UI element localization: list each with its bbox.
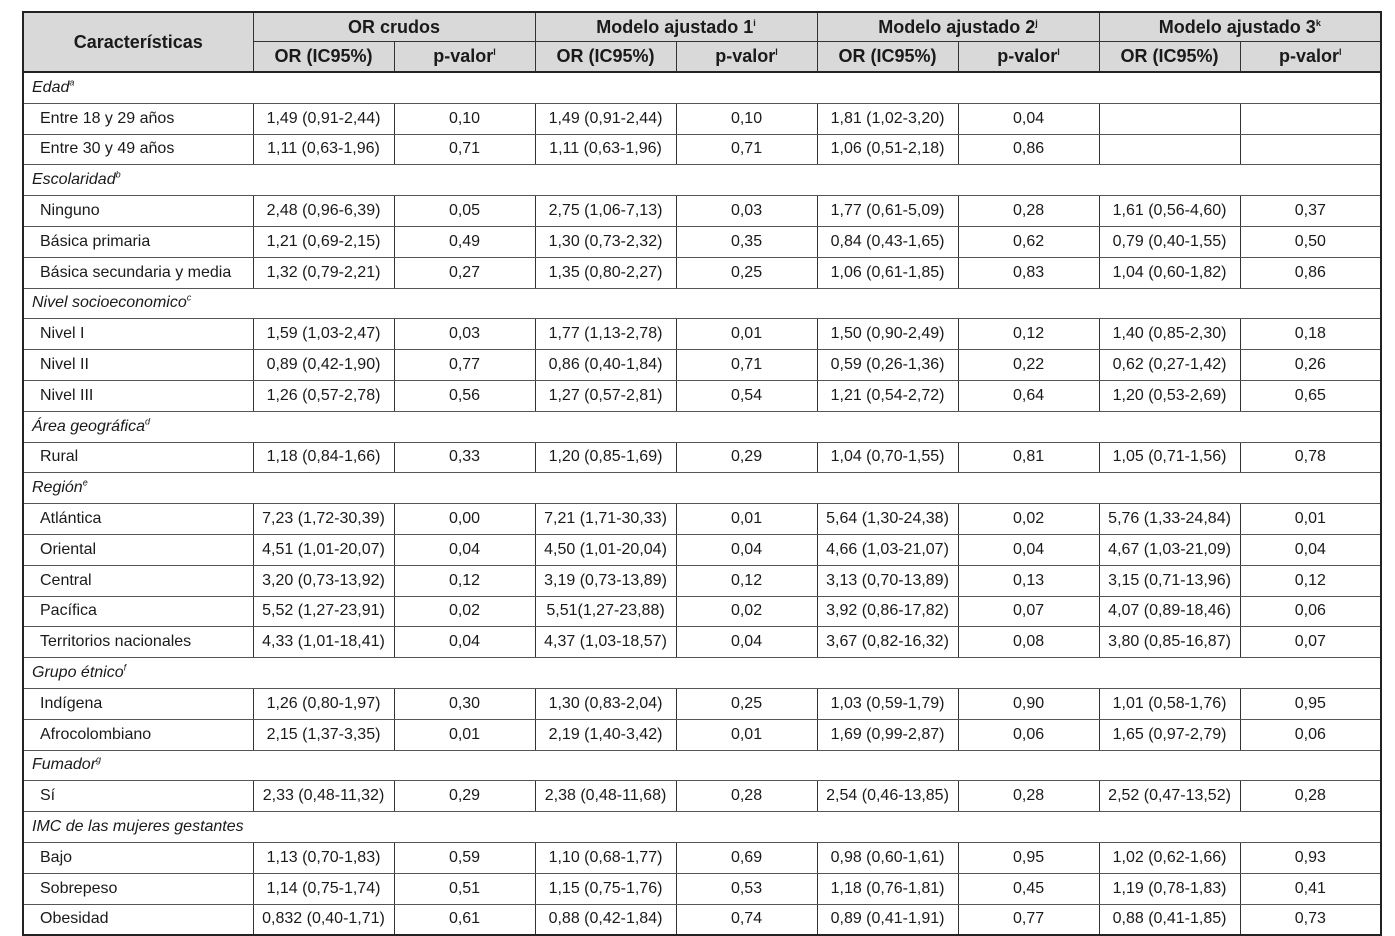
category-text: Área geográfica bbox=[32, 417, 145, 435]
p-value-cell: 0,01 bbox=[676, 319, 817, 350]
row-label: Obesidad bbox=[23, 904, 253, 935]
or-header: OR (IC95%) bbox=[535, 42, 676, 73]
or-cell bbox=[1099, 103, 1240, 134]
or-cell: 3,13 (0,70-13,89) bbox=[817, 565, 958, 596]
row-label: Territorios nacionales bbox=[23, 627, 253, 658]
table-row bbox=[23, 781, 1381, 812]
or-cell: 4,51 (1,01-20,07) bbox=[253, 534, 394, 565]
p-value-cell: 0,53 bbox=[676, 873, 817, 904]
or-cell: 1,69 (0,99-2,87) bbox=[817, 719, 958, 750]
or-cell: 0,88 (0,42-1,84) bbox=[535, 904, 676, 935]
category-label bbox=[23, 750, 1381, 781]
category-row bbox=[23, 812, 1381, 843]
or-cell: 1,30 (0,83-2,04) bbox=[535, 688, 676, 719]
row-label: Ninguno bbox=[23, 196, 253, 227]
or-cell: 1,40 (0,85-2,30) bbox=[1099, 319, 1240, 350]
or-cell: 5,52 (1,27-23,91) bbox=[253, 596, 394, 627]
p-value-cell: 0,28 bbox=[1240, 781, 1381, 812]
p-value-cell: 0,86 bbox=[1240, 257, 1381, 288]
table-row bbox=[23, 534, 1381, 565]
p-value-cell: 0,37 bbox=[1240, 196, 1381, 227]
or-cell: 5,64 (1,30-24,38) bbox=[817, 504, 958, 535]
table-row bbox=[23, 904, 1381, 935]
or-cell: 1,13 (0,70-1,83) bbox=[253, 842, 394, 873]
p-value-cell: 0,90 bbox=[958, 688, 1099, 719]
p-value-header: p-valor$^l$ bbox=[394, 42, 535, 73]
table-row bbox=[23, 257, 1381, 288]
p-value-cell: 0,04 bbox=[958, 103, 1099, 134]
category-row bbox=[23, 411, 1381, 442]
or-cell: 1,03 (0,59-1,79) bbox=[817, 688, 958, 719]
p-value-cell: 0,73 bbox=[1240, 904, 1381, 935]
p-value-cell: 0,12 bbox=[394, 565, 535, 596]
p-value-cell: 0,01 bbox=[676, 719, 817, 750]
table-row bbox=[23, 688, 1381, 719]
p-value-cell: 0,77 bbox=[958, 904, 1099, 935]
category-label bbox=[23, 658, 1381, 689]
p-value-cell: 0,04 bbox=[1240, 534, 1381, 565]
or-cell: 1,65 (0,97-2,79) bbox=[1099, 719, 1240, 750]
or-cell: 0,84 (0,43-1,65) bbox=[817, 226, 958, 257]
or-cell: 1,14 (0,75-1,74) bbox=[253, 873, 394, 904]
or-cell: 0,62 (0,27-1,42) bbox=[1099, 350, 1240, 381]
row-label: Entre 30 y 49 años bbox=[23, 134, 253, 165]
p-value-cell: 0,18 bbox=[1240, 319, 1381, 350]
p-value-cell: 0,78 bbox=[1240, 442, 1381, 473]
p-value-cell: 0,41 bbox=[1240, 873, 1381, 904]
or-cell: 4,07 (0,89-18,46) bbox=[1099, 596, 1240, 627]
p-value-cell: 0,22 bbox=[958, 350, 1099, 381]
row-label: Afrocolombiano bbox=[23, 719, 253, 750]
p-value-cell: 0,01 bbox=[1240, 504, 1381, 535]
or-cell: 1,30 (0,73-2,32) bbox=[535, 226, 676, 257]
or-cell: 1,05 (0,71-1,56) bbox=[1099, 442, 1240, 473]
category-footnote-mark: a bbox=[69, 77, 75, 88]
category-text: Nivel socioeconomico bbox=[32, 294, 187, 312]
or-cell: 0,832 (0,40-1,71) bbox=[253, 904, 394, 935]
p-value-cell: 0,35 bbox=[676, 226, 817, 257]
p-value-cell: 0,28 bbox=[676, 781, 817, 812]
category-row bbox=[23, 288, 1381, 319]
p-value-header: p-valor$^l$ bbox=[1240, 42, 1381, 73]
category-row bbox=[23, 72, 1381, 103]
category-text: Edad bbox=[32, 78, 70, 96]
or-cell: 1,06 (0,61-1,85) bbox=[817, 257, 958, 288]
row-label: Nivel II bbox=[23, 350, 253, 381]
p-value-cell: 0,04 bbox=[394, 627, 535, 658]
or-cell: 5,76 (1,33-24,84) bbox=[1099, 504, 1240, 535]
p-value-cell: 0,12 bbox=[1240, 565, 1381, 596]
category-label bbox=[23, 165, 1381, 196]
p-value-cell: 0,62 bbox=[958, 226, 1099, 257]
or-cell: 1,21 (0,54-2,72) bbox=[817, 380, 958, 411]
or-cell bbox=[1099, 134, 1240, 165]
category-label bbox=[23, 411, 1381, 442]
or-cell: 3,67 (0,82-16,32) bbox=[817, 627, 958, 658]
or-cell: 7,21 (1,71-30,33) bbox=[535, 504, 676, 535]
or-cell: 7,23 (1,72-30,39) bbox=[253, 504, 394, 535]
group-header-model-3: Modelo ajustado 3$^k$ bbox=[1099, 12, 1381, 42]
p-value-cell: 0,06 bbox=[1240, 596, 1381, 627]
table-row bbox=[23, 226, 1381, 257]
or-cell: 1,04 (0,70-1,55) bbox=[817, 442, 958, 473]
or-cell: 1,77 (0,61-5,09) bbox=[817, 196, 958, 227]
row-label: Sobrepeso bbox=[23, 873, 253, 904]
p-value-cell: 0,74 bbox=[676, 904, 817, 935]
row-label: Oriental bbox=[23, 534, 253, 565]
table-row bbox=[23, 380, 1381, 411]
or-cell: 1,77 (1,13-2,78) bbox=[535, 319, 676, 350]
or-cell: 3,19 (0,73-13,89) bbox=[535, 565, 676, 596]
or-cell: 2,15 (1,37-3,35) bbox=[253, 719, 394, 750]
p-value-cell: 0,28 bbox=[958, 781, 1099, 812]
p-value-cell: 0,71 bbox=[394, 134, 535, 165]
or-cell: 1,27 (0,57-2,81) bbox=[535, 380, 676, 411]
characteristics-header: Características bbox=[23, 12, 253, 72]
or-cell: 1,18 (0,76-1,81) bbox=[817, 873, 958, 904]
category-footnote-mark: c bbox=[186, 293, 192, 304]
row-label: Sí bbox=[23, 781, 253, 812]
p-value-cell: 0,71 bbox=[676, 134, 817, 165]
p-value-cell: 0,13 bbox=[958, 565, 1099, 596]
p-value-cell: 0,86 bbox=[958, 134, 1099, 165]
p-value-cell: 0,07 bbox=[1240, 627, 1381, 658]
row-label: Indígena bbox=[23, 688, 253, 719]
row-label: Rural bbox=[23, 442, 253, 473]
or-header: OR (IC95%) bbox=[253, 42, 394, 73]
p-value-cell: 0,77 bbox=[394, 350, 535, 381]
category-text: Fumador bbox=[32, 756, 97, 774]
or-cell: 2,54 (0,46-13,85) bbox=[817, 781, 958, 812]
category-footnote-mark: b bbox=[115, 169, 121, 180]
p-value-cell: 0,04 bbox=[676, 534, 817, 565]
p-value-cell: 0,06 bbox=[958, 719, 1099, 750]
table-row bbox=[23, 596, 1381, 627]
p-value-cell: 0,00 bbox=[394, 504, 535, 535]
category-row bbox=[23, 165, 1381, 196]
or-cell: 1,26 (0,80-1,97) bbox=[253, 688, 394, 719]
p-value-header: p-valor$^l$ bbox=[676, 42, 817, 73]
table-row bbox=[23, 842, 1381, 873]
p-value-cell bbox=[1240, 103, 1381, 134]
table-row bbox=[23, 627, 1381, 658]
category-text: IMC de las mujeres gestantes bbox=[32, 818, 244, 836]
or-cell: 1,01 (0,58-1,76) bbox=[1099, 688, 1240, 719]
p-value-cell: 0,04 bbox=[394, 534, 535, 565]
or-cell: 4,33 (1,01-18,41) bbox=[253, 627, 394, 658]
p-value-cell: 0,95 bbox=[958, 842, 1099, 873]
row-label: Central bbox=[23, 565, 253, 596]
p-value-cell: 0,01 bbox=[394, 719, 535, 750]
row-label: Atlántica bbox=[23, 504, 253, 535]
p-value-cell: 0,29 bbox=[394, 781, 535, 812]
p-value-cell bbox=[1240, 134, 1381, 165]
p-value-cell: 0,83 bbox=[958, 257, 1099, 288]
or-cell: 1,49 (0,91-2,44) bbox=[535, 103, 676, 134]
category-footnote-mark: f bbox=[123, 662, 127, 673]
or-cell: 1,19 (0,78-1,83) bbox=[1099, 873, 1240, 904]
table-header bbox=[23, 12, 1381, 72]
or-cell: 1,26 (0,57-2,78) bbox=[253, 380, 394, 411]
table-row bbox=[23, 873, 1381, 904]
p-value-cell: 0,01 bbox=[676, 504, 817, 535]
p-value-cell: 0,64 bbox=[958, 380, 1099, 411]
row-label: Entre 18 y 29 años bbox=[23, 103, 253, 134]
category-text: Región bbox=[32, 479, 83, 497]
or-cell: 3,92 (0,86-17,82) bbox=[817, 596, 958, 627]
table-row bbox=[23, 196, 1381, 227]
p-value-cell: 0,05 bbox=[394, 196, 535, 227]
or-cell: 2,38 (0,48-11,68) bbox=[535, 781, 676, 812]
table-row bbox=[23, 442, 1381, 473]
or-cell: 1,18 (0,84-1,66) bbox=[253, 442, 394, 473]
or-cell: 1,21 (0,69-2,15) bbox=[253, 226, 394, 257]
or-cell: 4,67 (1,03-21,09) bbox=[1099, 534, 1240, 565]
category-footnote-mark: e bbox=[82, 477, 88, 488]
or-cell: 0,86 (0,40-1,84) bbox=[535, 350, 676, 381]
or-cell: 4,37 (1,03-18,57) bbox=[535, 627, 676, 658]
or-cell: 3,15 (0,71-13,96) bbox=[1099, 565, 1240, 596]
category-footnote-mark: g bbox=[96, 755, 102, 766]
or-cell: 2,75 (1,06-7,13) bbox=[535, 196, 676, 227]
or-cell: 2,19 (1,40-3,42) bbox=[535, 719, 676, 750]
p-value-cell: 0,45 bbox=[958, 873, 1099, 904]
p-value-cell: 0,12 bbox=[676, 565, 817, 596]
or-cell: 1,15 (0,75-1,76) bbox=[535, 873, 676, 904]
p-value-cell: 0,08 bbox=[958, 627, 1099, 658]
or-cell: 3,80 (0,85-16,87) bbox=[1099, 627, 1240, 658]
p-value-cell: 0,12 bbox=[958, 319, 1099, 350]
p-value-cell: 0,93 bbox=[1240, 842, 1381, 873]
p-value-cell: 0,07 bbox=[958, 596, 1099, 627]
or-cell: 2,48 (0,96-6,39) bbox=[253, 196, 394, 227]
table-row bbox=[23, 350, 1381, 381]
or-cell: 1,81 (1,02-3,20) bbox=[817, 103, 958, 134]
or-cell: 5,51(1,27-23,88) bbox=[535, 596, 676, 627]
or-cell: 1,35 (0,80-2,27) bbox=[535, 257, 676, 288]
p-value-cell: 0,25 bbox=[676, 688, 817, 719]
p-value-cell: 0,59 bbox=[394, 842, 535, 873]
or-cell: 1,11 (0,63-1,96) bbox=[253, 134, 394, 165]
p-value-cell: 0,56 bbox=[394, 380, 535, 411]
row-label: Básica secundaria y media bbox=[23, 257, 253, 288]
or-cell: 4,50 (1,01-20,04) bbox=[535, 534, 676, 565]
p-value-cell: 0,71 bbox=[676, 350, 817, 381]
row-label: Nivel I bbox=[23, 319, 253, 350]
or-cell: 1,04 (0,60-1,82) bbox=[1099, 257, 1240, 288]
p-value-header: p-valor$^l$ bbox=[958, 42, 1099, 73]
table-body bbox=[23, 72, 1381, 935]
or-cell: 1,11 (0,63-1,96) bbox=[535, 134, 676, 165]
p-value-cell: 0,02 bbox=[394, 596, 535, 627]
p-value-cell: 0,04 bbox=[958, 534, 1099, 565]
category-row bbox=[23, 750, 1381, 781]
or-cell: 1,32 (0,79-2,21) bbox=[253, 257, 394, 288]
or-cell: 0,98 (0,60-1,61) bbox=[817, 842, 958, 873]
category-label bbox=[23, 288, 1381, 319]
or-cell: 3,20 (0,73-13,92) bbox=[253, 565, 394, 596]
p-value-cell: 0,04 bbox=[676, 627, 817, 658]
or-cell: 0,88 (0,41-1,85) bbox=[1099, 904, 1240, 935]
or-cell: 2,33 (0,48-11,32) bbox=[253, 781, 394, 812]
p-value-cell: 0,65 bbox=[1240, 380, 1381, 411]
or-cell: 1,49 (0,91-2,44) bbox=[253, 103, 394, 134]
p-value-cell: 0,33 bbox=[394, 442, 535, 473]
p-value-cell: 0,26 bbox=[1240, 350, 1381, 381]
group-header-model-1: Modelo ajustado 1$^i$ bbox=[535, 12, 817, 42]
row-label: Básica primaria bbox=[23, 226, 253, 257]
p-value-cell: 0,06 bbox=[1240, 719, 1381, 750]
p-value-cell: 0,54 bbox=[676, 380, 817, 411]
or-cell: 1,50 (0,90-2,49) bbox=[817, 319, 958, 350]
category-label bbox=[23, 72, 1381, 103]
p-value-cell: 0,03 bbox=[394, 319, 535, 350]
or-cell: 1,59 (1,03-2,47) bbox=[253, 319, 394, 350]
p-value-cell: 0,03 bbox=[676, 196, 817, 227]
or-header: OR (IC95%) bbox=[1099, 42, 1240, 73]
or-cell: 1,20 (0,53-2,69) bbox=[1099, 380, 1240, 411]
or-cell: 0,79 (0,40-1,55) bbox=[1099, 226, 1240, 257]
group-header-crude: OR crudos bbox=[253, 12, 535, 42]
p-value-cell: 0,10 bbox=[394, 103, 535, 134]
p-value-cell: 0,25 bbox=[676, 257, 817, 288]
or-cell: 0,59 (0,26-1,36) bbox=[817, 350, 958, 381]
or-cell: 4,66 (1,03-21,07) bbox=[817, 534, 958, 565]
p-value-cell: 0,02 bbox=[676, 596, 817, 627]
p-value-cell: 0,30 bbox=[394, 688, 535, 719]
p-value-cell: 0,27 bbox=[394, 257, 535, 288]
category-label bbox=[23, 473, 1381, 504]
or-cell: 0,89 (0,42-1,90) bbox=[253, 350, 394, 381]
p-value-cell: 0,29 bbox=[676, 442, 817, 473]
or-cell: 0,89 (0,41-1,91) bbox=[817, 904, 958, 935]
category-footnote-mark: d bbox=[144, 416, 150, 427]
table-row bbox=[23, 134, 1381, 165]
p-value-cell: 0,61 bbox=[394, 904, 535, 935]
table-row bbox=[23, 319, 1381, 350]
or-cell: 1,06 (0,51-2,18) bbox=[817, 134, 958, 165]
row-label: Bajo bbox=[23, 842, 253, 873]
p-value-cell: 0,81 bbox=[958, 442, 1099, 473]
or-cell: 1,10 (0,68-1,77) bbox=[535, 842, 676, 873]
or-header: OR (IC95%) bbox=[817, 42, 958, 73]
group-header-model-2: Modelo ajustado 2$^j$ bbox=[817, 12, 1099, 42]
results-table bbox=[22, 11, 1382, 936]
p-value-cell: 0,49 bbox=[394, 226, 535, 257]
row-label: Pacífica bbox=[23, 596, 253, 627]
p-value-cell: 0,95 bbox=[1240, 688, 1381, 719]
p-value-cell: 0,02 bbox=[958, 504, 1099, 535]
or-cell: 1,61 (0,56-4,60) bbox=[1099, 196, 1240, 227]
category-text: Escolaridad bbox=[32, 171, 116, 189]
p-value-cell: 0,50 bbox=[1240, 226, 1381, 257]
table-row bbox=[23, 504, 1381, 535]
p-value-cell: 0,28 bbox=[958, 196, 1099, 227]
category-label bbox=[23, 812, 1381, 843]
category-row bbox=[23, 473, 1381, 504]
category-text: Grupo étnico bbox=[32, 664, 124, 682]
p-value-cell: 0,51 bbox=[394, 873, 535, 904]
or-cell: 2,52 (0,47-13,52) bbox=[1099, 781, 1240, 812]
table-row bbox=[23, 103, 1381, 134]
or-cell: 1,20 (0,85-1,69) bbox=[535, 442, 676, 473]
p-value-cell: 0,69 bbox=[676, 842, 817, 873]
category-row bbox=[23, 658, 1381, 689]
table-row bbox=[23, 719, 1381, 750]
table-row bbox=[23, 565, 1381, 596]
row-label: Nivel III bbox=[23, 380, 253, 411]
p-value-cell: 0,10 bbox=[676, 103, 817, 134]
or-cell: 1,02 (0,62-1,66) bbox=[1099, 842, 1240, 873]
